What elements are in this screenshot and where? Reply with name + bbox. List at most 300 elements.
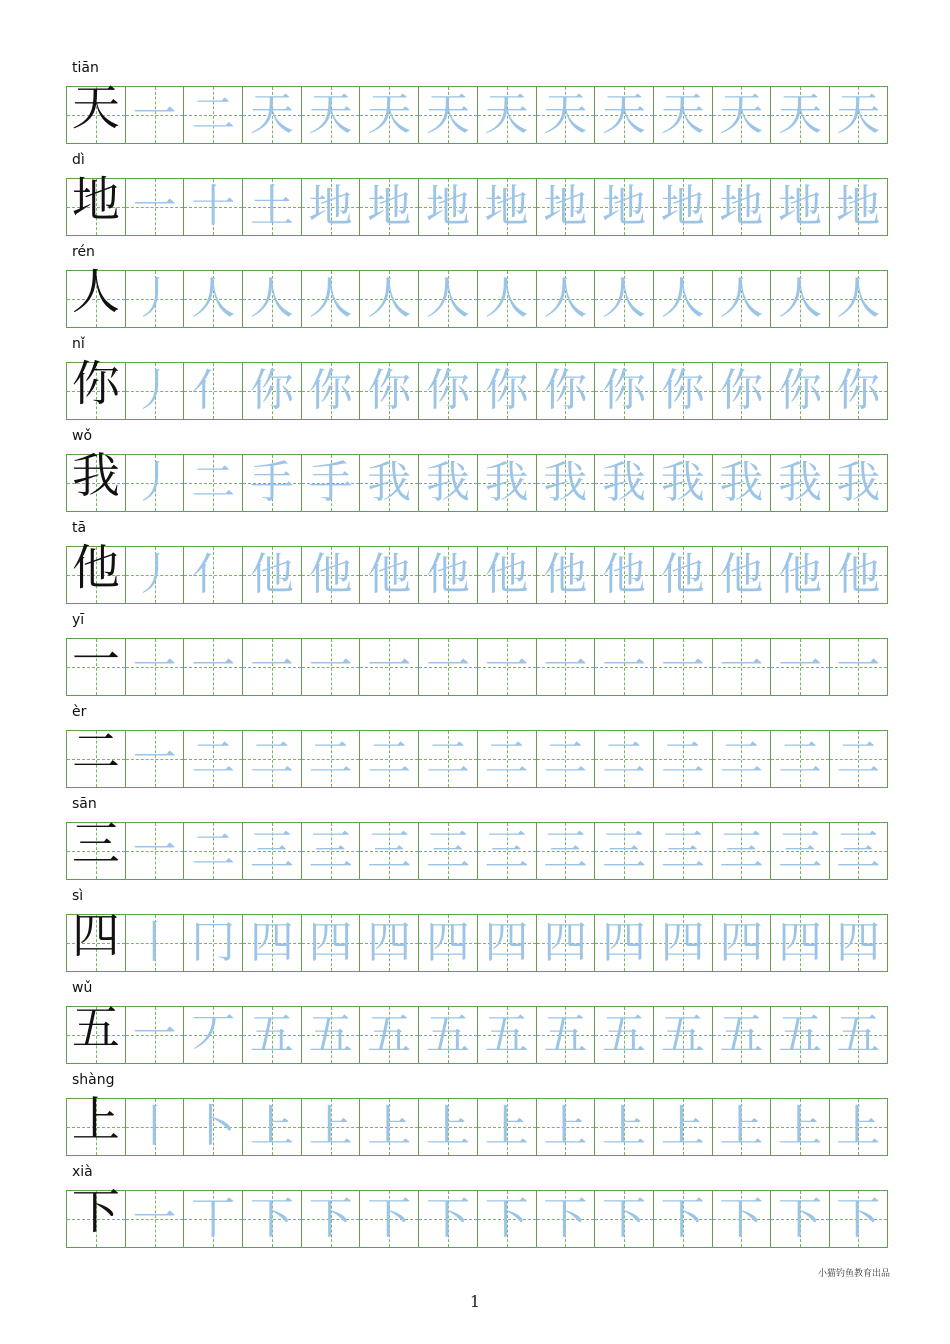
trace-cell <box>829 546 888 604</box>
stroke-order-glyph: 地 <box>836 181 881 232</box>
stroke-order-glyph: 天 <box>425 89 470 140</box>
stroke-order-glyph: 一 <box>132 1009 177 1060</box>
tian-zi-grid <box>66 724 888 788</box>
trace-cell <box>242 270 301 328</box>
stroke-order-glyph: 一 <box>836 641 881 692</box>
stroke-order-glyph: 二 <box>367 733 412 784</box>
stroke-order-glyph: 二 <box>191 733 236 784</box>
stroke-order-glyph: 人 <box>778 273 823 324</box>
trace-cell <box>829 914 888 972</box>
stroke-order-glyph: 一 <box>132 1193 177 1244</box>
stroke-order-glyph: 三 <box>367 825 412 876</box>
trace-cell <box>594 546 653 604</box>
stroke-order-glyph: 下 <box>249 1193 294 1244</box>
trace-cell <box>829 1190 888 1248</box>
stroke-order-glyph: 上 <box>308 1101 353 1152</box>
model-cell <box>66 172 125 236</box>
trace-cell <box>712 270 771 328</box>
stroke-order-glyph: 丆 <box>191 1009 236 1060</box>
stroke-order-glyph: 四 <box>543 917 588 968</box>
stroke-order-glyph: 下 <box>425 1193 470 1244</box>
stroke-order-glyph: 人 <box>249 273 294 324</box>
stroke-order-glyph: 二 <box>778 733 823 784</box>
pinyin-label: yī <box>72 612 85 628</box>
trace-cell <box>829 178 888 236</box>
model-character: 人 <box>71 264 120 320</box>
stroke-order-glyph: 人 <box>836 273 881 324</box>
stroke-order-glyph: 人 <box>308 273 353 324</box>
stroke-order-glyph: 一 <box>249 641 294 692</box>
trace-cell <box>183 1190 242 1248</box>
stroke-order-glyph: 二 <box>543 733 588 784</box>
pinyin-label: sān <box>72 796 97 812</box>
stroke-order-glyph: 二 <box>425 733 470 784</box>
stroke-order-glyph: 地 <box>484 181 529 232</box>
trace-cell <box>242 454 301 512</box>
practice-row <box>66 152 888 236</box>
trace-cell <box>712 546 771 604</box>
trace-cell <box>183 86 242 144</box>
trace-cell <box>829 454 888 512</box>
trace-cell <box>359 914 418 972</box>
stroke-order-glyph: 二 <box>484 733 529 784</box>
trace-cell <box>301 86 360 144</box>
trace-cell <box>418 1098 477 1156</box>
stroke-order-glyph: 四 <box>308 917 353 968</box>
stroke-order-glyph: 丅 <box>191 1193 236 1244</box>
stroke-order-glyph: 我 <box>719 457 764 508</box>
stroke-order-glyph: 我 <box>484 457 529 508</box>
trace-cell <box>183 454 242 512</box>
stroke-order-glyph: 五 <box>367 1009 412 1060</box>
trace-cell <box>301 822 360 880</box>
stroke-order-glyph: 地 <box>425 181 470 232</box>
trace-cell <box>770 1190 829 1248</box>
trace-cell <box>829 362 888 420</box>
model-character: 三 <box>71 816 120 872</box>
trace-cell <box>301 546 360 604</box>
stroke-order-glyph: 上 <box>484 1101 529 1152</box>
stroke-order-glyph: 一 <box>543 641 588 692</box>
trace-cell <box>536 1098 595 1156</box>
practice-row <box>66 1072 888 1156</box>
stroke-order-glyph: 五 <box>425 1009 470 1060</box>
trace-cell <box>536 1190 595 1248</box>
trace-cell <box>829 730 888 788</box>
trace-cell <box>536 730 595 788</box>
trace-cell <box>653 914 712 972</box>
stroke-order-glyph: 你 <box>719 365 764 416</box>
stroke-order-glyph: 三 <box>308 825 353 876</box>
trace-cell <box>536 914 595 972</box>
model-cell <box>66 540 125 604</box>
stroke-order-glyph: 地 <box>719 181 764 232</box>
model-character: 一 <box>71 632 120 688</box>
stroke-order-glyph: 手 <box>249 457 294 508</box>
trace-cell <box>477 454 536 512</box>
stroke-order-glyph: 一 <box>778 641 823 692</box>
trace-cell <box>653 1006 712 1064</box>
trace-cell <box>712 178 771 236</box>
stroke-order-glyph: 上 <box>602 1101 647 1152</box>
model-character: 五 <box>71 1000 120 1056</box>
practice-row <box>66 704 888 788</box>
trace-cell <box>653 1098 712 1156</box>
stroke-order-glyph: 三 <box>425 825 470 876</box>
trace-cell <box>594 86 653 144</box>
trace-cell <box>829 270 888 328</box>
trace-cell <box>770 546 829 604</box>
trace-cell <box>183 638 242 696</box>
stroke-order-glyph: 亻 <box>191 549 236 600</box>
stroke-order-glyph: 我 <box>778 457 823 508</box>
stroke-order-glyph: 二 <box>602 733 647 784</box>
trace-cell <box>183 270 242 328</box>
trace-cell <box>359 86 418 144</box>
trace-cell <box>125 1098 184 1156</box>
trace-cell <box>477 178 536 236</box>
tian-zi-grid <box>66 632 888 696</box>
trace-cell <box>242 638 301 696</box>
stroke-order-glyph: 五 <box>543 1009 588 1060</box>
stroke-order-glyph: 天 <box>249 89 294 140</box>
practice-row <box>66 244 888 328</box>
trace-cell <box>242 822 301 880</box>
stroke-order-glyph: 下 <box>660 1193 705 1244</box>
stroke-order-glyph: 人 <box>602 273 647 324</box>
stroke-order-glyph: 下 <box>602 1193 647 1244</box>
trace-cell <box>712 1098 771 1156</box>
page-number: 1 <box>469 1292 481 1311</box>
trace-cell <box>359 638 418 696</box>
trace-cell <box>594 178 653 236</box>
trace-cell <box>183 730 242 788</box>
stroke-order-glyph: 天 <box>836 89 881 140</box>
stroke-order-glyph: 四 <box>249 917 294 968</box>
stroke-order-glyph: 一 <box>132 89 177 140</box>
trace-cell <box>594 1190 653 1248</box>
trace-cell <box>359 1098 418 1156</box>
trace-cell <box>653 270 712 328</box>
trace-cell <box>242 86 301 144</box>
trace-cell <box>653 730 712 788</box>
trace-cell <box>477 1098 536 1156</box>
trace-cell <box>125 638 184 696</box>
trace-cell <box>594 362 653 420</box>
trace-cell <box>536 822 595 880</box>
trace-cell <box>536 638 595 696</box>
trace-cell <box>242 1190 301 1248</box>
trace-cell <box>183 1098 242 1156</box>
stroke-order-glyph: 你 <box>484 365 529 416</box>
trace-cell <box>712 822 771 880</box>
tian-zi-grid <box>66 80 888 144</box>
trace-cell <box>594 638 653 696</box>
trace-cell <box>770 86 829 144</box>
trace-cell <box>183 1006 242 1064</box>
stroke-order-glyph: 人 <box>425 273 470 324</box>
trace-cell <box>712 730 771 788</box>
stroke-order-glyph: 五 <box>719 1009 764 1060</box>
trace-cell <box>301 178 360 236</box>
practice-row <box>66 1164 888 1248</box>
stroke-order-glyph: 天 <box>308 89 353 140</box>
stroke-order-glyph: 四 <box>719 917 764 968</box>
stroke-order-glyph: 五 <box>308 1009 353 1060</box>
stroke-order-glyph: 你 <box>308 365 353 416</box>
trace-cell <box>477 362 536 420</box>
stroke-order-glyph: 下 <box>778 1193 823 1244</box>
trace-cell <box>712 454 771 512</box>
trace-cell <box>477 270 536 328</box>
stroke-order-glyph: 上 <box>367 1101 412 1152</box>
stroke-order-glyph: 天 <box>484 89 529 140</box>
trace-cell <box>829 1006 888 1064</box>
stroke-order-glyph: 二 <box>660 733 705 784</box>
trace-cell <box>477 730 536 788</box>
tian-zi-grid <box>66 356 888 420</box>
stroke-order-glyph: 亻 <box>191 365 236 416</box>
stroke-order-glyph: 一 <box>484 641 529 692</box>
model-character: 地 <box>71 172 120 228</box>
stroke-order-glyph: 你 <box>602 365 647 416</box>
stroke-order-glyph: 天 <box>719 89 764 140</box>
model-character: 二 <box>71 724 120 780</box>
model-cell <box>66 1000 125 1064</box>
stroke-order-glyph: 丿 <box>132 457 177 508</box>
trace-cell <box>477 914 536 972</box>
stroke-order-glyph: 地 <box>308 181 353 232</box>
trace-cell <box>653 178 712 236</box>
model-character: 你 <box>71 356 120 412</box>
trace-cell <box>359 270 418 328</box>
stroke-order-glyph: 天 <box>660 89 705 140</box>
stroke-order-glyph: 五 <box>836 1009 881 1060</box>
stroke-order-glyph: 土 <box>249 181 294 232</box>
trace-cell <box>536 270 595 328</box>
trace-cell <box>125 730 184 788</box>
trace-cell <box>418 546 477 604</box>
stroke-order-glyph: 他 <box>367 549 412 600</box>
trace-cell <box>594 1098 653 1156</box>
stroke-order-glyph: 你 <box>778 365 823 416</box>
stroke-order-glyph: 四 <box>602 917 647 968</box>
stroke-order-glyph: 二 <box>191 89 236 140</box>
practice-row <box>66 60 888 144</box>
trace-cell <box>242 730 301 788</box>
stroke-order-glyph: 天 <box>367 89 412 140</box>
pinyin-label: shàng <box>72 1072 115 1088</box>
stroke-order-glyph: 我 <box>425 457 470 508</box>
stroke-order-glyph: 一 <box>191 641 236 692</box>
trace-cell <box>594 822 653 880</box>
stroke-order-glyph: 一 <box>308 641 353 692</box>
trace-cell <box>594 454 653 512</box>
practice-row <box>66 888 888 972</box>
tian-zi-grid <box>66 172 888 236</box>
stroke-order-glyph: 四 <box>484 917 529 968</box>
trace-cell <box>125 362 184 420</box>
stroke-order-glyph: 人 <box>484 273 529 324</box>
stroke-order-glyph: 他 <box>836 549 881 600</box>
trace-cell <box>359 822 418 880</box>
pinyin-label: sì <box>72 888 84 904</box>
stroke-order-glyph: 你 <box>249 365 294 416</box>
stroke-order-glyph: 你 <box>660 365 705 416</box>
stroke-order-glyph: 四 <box>778 917 823 968</box>
trace-cell <box>242 546 301 604</box>
stroke-order-glyph: 下 <box>484 1193 529 1244</box>
trace-cell <box>418 1006 477 1064</box>
stroke-order-glyph: 二 <box>249 733 294 784</box>
stroke-order-glyph: 我 <box>836 457 881 508</box>
stroke-order-glyph: 一 <box>719 641 764 692</box>
stroke-order-glyph: 他 <box>308 549 353 600</box>
trace-cell <box>125 178 184 236</box>
tian-zi-grid <box>66 1000 888 1064</box>
trace-cell <box>594 270 653 328</box>
trace-cell <box>594 730 653 788</box>
trace-cell <box>301 1006 360 1064</box>
stroke-order-glyph: 丨 <box>132 1101 177 1152</box>
tian-zi-grid <box>66 448 888 512</box>
stroke-order-glyph: 丿 <box>132 549 177 600</box>
stroke-order-glyph: 下 <box>308 1193 353 1244</box>
stroke-order-glyph: 上 <box>836 1101 881 1152</box>
pinyin-label: dì <box>72 152 85 168</box>
trace-cell <box>301 730 360 788</box>
trace-cell <box>770 178 829 236</box>
stroke-order-glyph: 你 <box>367 365 412 416</box>
model-cell <box>66 448 125 512</box>
trace-cell <box>242 178 301 236</box>
stroke-order-glyph: 二 <box>719 733 764 784</box>
stroke-order-glyph: 人 <box>191 273 236 324</box>
trace-cell <box>477 822 536 880</box>
stroke-order-glyph: 他 <box>484 549 529 600</box>
trace-cell <box>359 1190 418 1248</box>
stroke-order-glyph: 下 <box>367 1193 412 1244</box>
stroke-order-glyph: 人 <box>719 273 764 324</box>
trace-cell <box>301 914 360 972</box>
stroke-order-glyph: 天 <box>543 89 588 140</box>
model-cell <box>66 264 125 328</box>
practice-row <box>66 336 888 420</box>
stroke-order-glyph: 人 <box>367 273 412 324</box>
pinyin-label: wǒ <box>72 428 93 444</box>
trace-cell <box>829 822 888 880</box>
trace-cell <box>536 178 595 236</box>
trace-cell <box>712 86 771 144</box>
practice-row <box>66 796 888 880</box>
pinyin-label: tā <box>72 520 87 536</box>
stroke-order-glyph: 五 <box>778 1009 823 1060</box>
stroke-order-glyph: 上 <box>543 1101 588 1152</box>
stroke-order-glyph: 十 <box>191 181 236 232</box>
trace-cell <box>829 86 888 144</box>
trace-cell <box>536 1006 595 1064</box>
model-cell <box>66 80 125 144</box>
model-cell <box>66 816 125 880</box>
trace-cell <box>418 914 477 972</box>
stroke-order-glyph: 一 <box>132 825 177 876</box>
stroke-order-glyph: 你 <box>425 365 470 416</box>
trace-cell <box>418 730 477 788</box>
pinyin-label: èr <box>72 704 87 720</box>
trace-cell <box>125 914 184 972</box>
trace-cell <box>418 362 477 420</box>
trace-cell <box>125 1190 184 1248</box>
trace-cell <box>242 914 301 972</box>
stroke-order-glyph: 下 <box>836 1193 881 1244</box>
pinyin-label: wǔ <box>72 980 93 996</box>
trace-cell <box>242 362 301 420</box>
model-cell <box>66 1184 125 1248</box>
trace-cell <box>653 546 712 604</box>
trace-cell <box>418 1190 477 1248</box>
stroke-order-glyph: 我 <box>367 457 412 508</box>
stroke-order-glyph: 一 <box>425 641 470 692</box>
stroke-order-glyph: 上 <box>778 1101 823 1152</box>
trace-cell <box>653 454 712 512</box>
model-cell <box>66 356 125 420</box>
trace-cell <box>536 546 595 604</box>
stroke-order-glyph: 人 <box>660 273 705 324</box>
trace-cell <box>770 914 829 972</box>
stroke-order-glyph: 一 <box>132 733 177 784</box>
tian-zi-grid <box>66 908 888 972</box>
trace-cell <box>712 1190 771 1248</box>
stroke-order-glyph: 四 <box>836 917 881 968</box>
stroke-order-glyph: 五 <box>484 1009 529 1060</box>
stroke-order-glyph: 地 <box>602 181 647 232</box>
stroke-order-glyph: 天 <box>778 89 823 140</box>
stroke-order-glyph: 地 <box>367 181 412 232</box>
stroke-order-glyph: 丿 <box>132 273 177 324</box>
stroke-order-glyph: 他 <box>602 549 647 600</box>
trace-cell <box>242 1006 301 1064</box>
trace-cell <box>301 270 360 328</box>
trace-cell <box>712 914 771 972</box>
trace-cell <box>829 1098 888 1156</box>
trace-cell <box>536 86 595 144</box>
trace-cell <box>359 1006 418 1064</box>
stroke-order-glyph: 五 <box>249 1009 294 1060</box>
stroke-order-glyph: 三 <box>602 825 647 876</box>
stroke-order-glyph: 四 <box>425 917 470 968</box>
trace-cell <box>125 454 184 512</box>
stroke-order-glyph: 丨 <box>132 917 177 968</box>
practice-row <box>66 612 888 696</box>
stroke-order-glyph: 下 <box>543 1193 588 1244</box>
stroke-order-glyph: 五 <box>660 1009 705 1060</box>
stroke-order-glyph: 我 <box>543 457 588 508</box>
stroke-order-glyph: 你 <box>543 365 588 416</box>
practice-row <box>66 428 888 512</box>
trace-cell <box>477 638 536 696</box>
trace-cell <box>770 362 829 420</box>
stroke-order-glyph: 四 <box>660 917 705 968</box>
stroke-order-glyph: 一 <box>132 641 177 692</box>
tian-zi-grid <box>66 816 888 880</box>
trace-cell <box>653 1190 712 1248</box>
trace-cell <box>712 638 771 696</box>
trace-cell <box>125 1006 184 1064</box>
stroke-order-glyph: 人 <box>543 273 588 324</box>
trace-cell <box>477 86 536 144</box>
stroke-order-glyph: 二 <box>191 457 236 508</box>
tian-zi-grid <box>66 1184 888 1248</box>
